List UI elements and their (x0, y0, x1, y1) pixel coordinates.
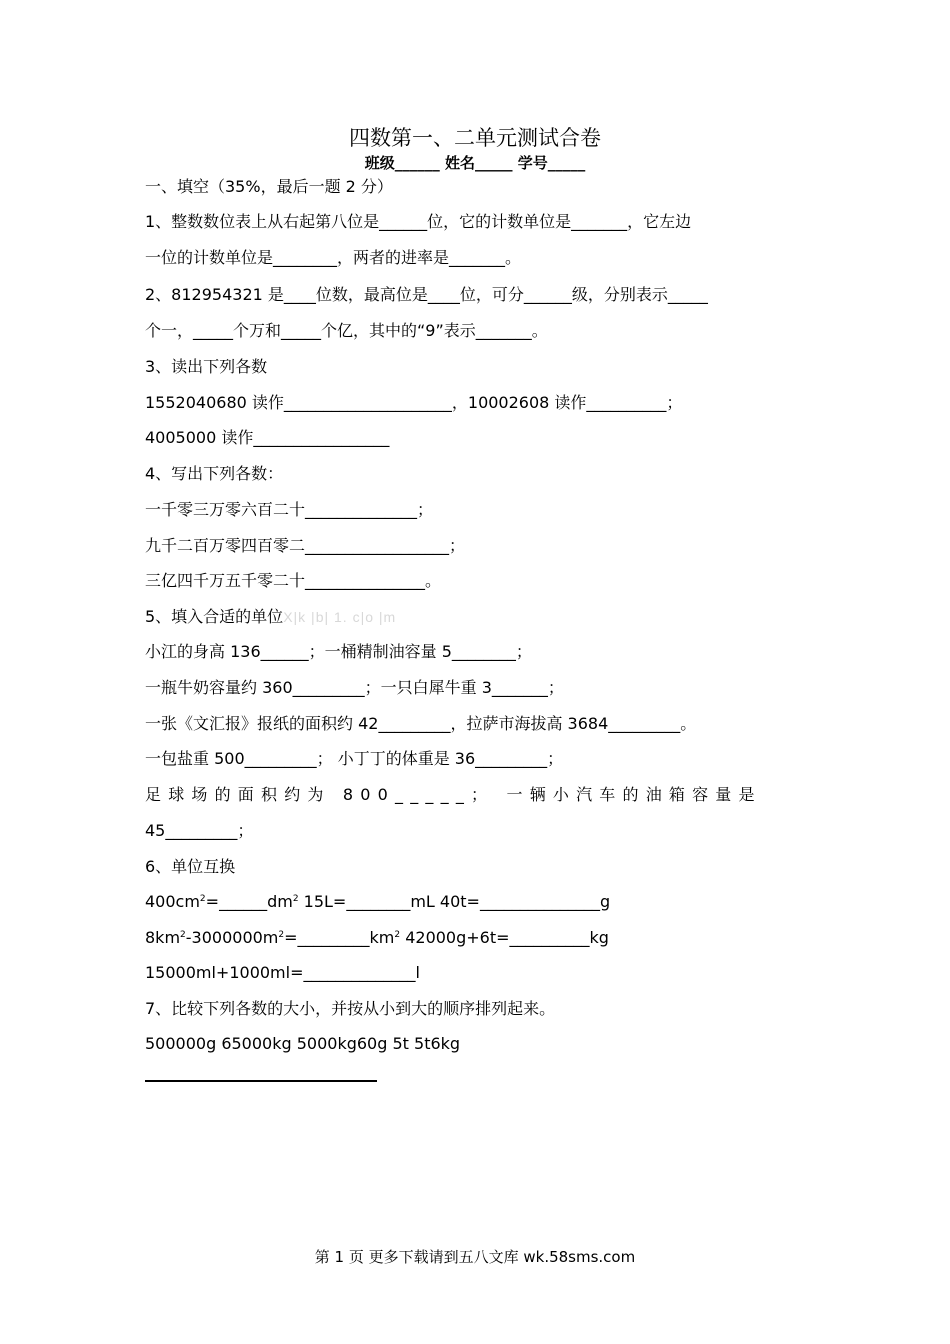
question-5-line-5: 足球场的面积约为 800_____； 一辆小汽车的油箱容量是 (145, 785, 762, 804)
question-6-line-2 (145, 927, 811, 949)
question-6-heading: 6、单位互换 (145, 857, 236, 876)
student-info-line: 班级______ 姓名_____ 学号_____ (364, 154, 586, 172)
question-5-line-1: 小江的身高 136______；一桶精制油容量 5________； (145, 642, 532, 661)
conv-km2-blank: =_________km (284, 928, 395, 947)
question-5-line-3: 一张《文汇报》报纸的面积约 42_________，拉萨市海拔高 3684_________。 (145, 714, 697, 733)
conv-liters-tons: 15L=________mL 40t=_______________g (298, 892, 611, 911)
conv-3000000m2: -3000000m (185, 928, 279, 947)
question-5-heading-row (145, 606, 811, 628)
question-1-line-2: 一位的计数单位是________，两者的进率是_______。 (145, 248, 522, 267)
superscript-2: 2 (199, 894, 206, 904)
question-5-heading: 5、填入合适的单位 (145, 607, 284, 626)
superscript-2: 2 (278, 930, 285, 940)
conv-grams-tons: 42000g+6t=__________kg (400, 928, 609, 947)
superscript-2: 2 (292, 894, 299, 904)
question-4-heading: 4、写出下列各数： (145, 464, 284, 483)
question-5-line-2: 一瓶牛奶容量约 360_________；一只白犀牛重 3_______； (145, 678, 564, 697)
question-7-line-1: 500000g 65000kg 5000kg60g 5t 5t6kg (145, 1034, 461, 1053)
question-5-line-4: 一包盐重 500_________； 小丁丁的体重是 36_________； (145, 749, 564, 768)
question-3-heading: 3、读出下列各数 (145, 357, 268, 376)
conv-400cm2: 400cm (145, 892, 200, 911)
question-3-line-2: 4005000 读作_________________ (145, 428, 390, 447)
question-6-line-1 (145, 891, 811, 913)
section-1-heading: 一、填空（35%，最后一题 2 分） (145, 177, 393, 196)
question-7-heading: 7、比较下列各数的大小，并按从小到大的顺序排列起来。 (145, 999, 556, 1018)
question-4-line-2: 九千二百万零四百零二__________________； (145, 536, 466, 555)
watermark-text: X|k |b| 1. c|o |m (283, 609, 397, 625)
question-2-line-2: 个一，_____个万和_____个亿，其中的“9”表示_______。 (145, 321, 548, 340)
superscript-2: 2 (180, 930, 186, 940)
answer-line (145, 1080, 377, 1082)
conv-dm2-blank: =______dm (205, 892, 293, 911)
question-6-line-3: 15000ml+1000ml=______________l (145, 963, 420, 982)
conv-8km2: 8km (145, 928, 181, 947)
question-4-line-3: 三亿四千万五千零二十_______________。 (145, 571, 442, 590)
question-3-line-1: 1552040680 读作_____________________，10002608 读作__________； (145, 393, 683, 412)
question-4-line-1: 一千零三万零六百二十______________； (145, 500, 434, 519)
question-1-line-1: 1、整数数位表上从右起第八位是______位，它的计数单位是_______，它左边 (145, 212, 692, 231)
page-footer: 第 1 页 更多下载请到五八文库 wk.58sms.com (314, 1248, 636, 1266)
question-5-line-6: 45_________； (145, 821, 254, 840)
page-title: 四数第一、二单元测试合卷 (349, 126, 601, 150)
superscript-2: 2 (394, 930, 401, 940)
question-2-line-1: 2、812954321 是____位数，最高位是____位，可分______级，分别表示_____ (145, 285, 708, 304)
